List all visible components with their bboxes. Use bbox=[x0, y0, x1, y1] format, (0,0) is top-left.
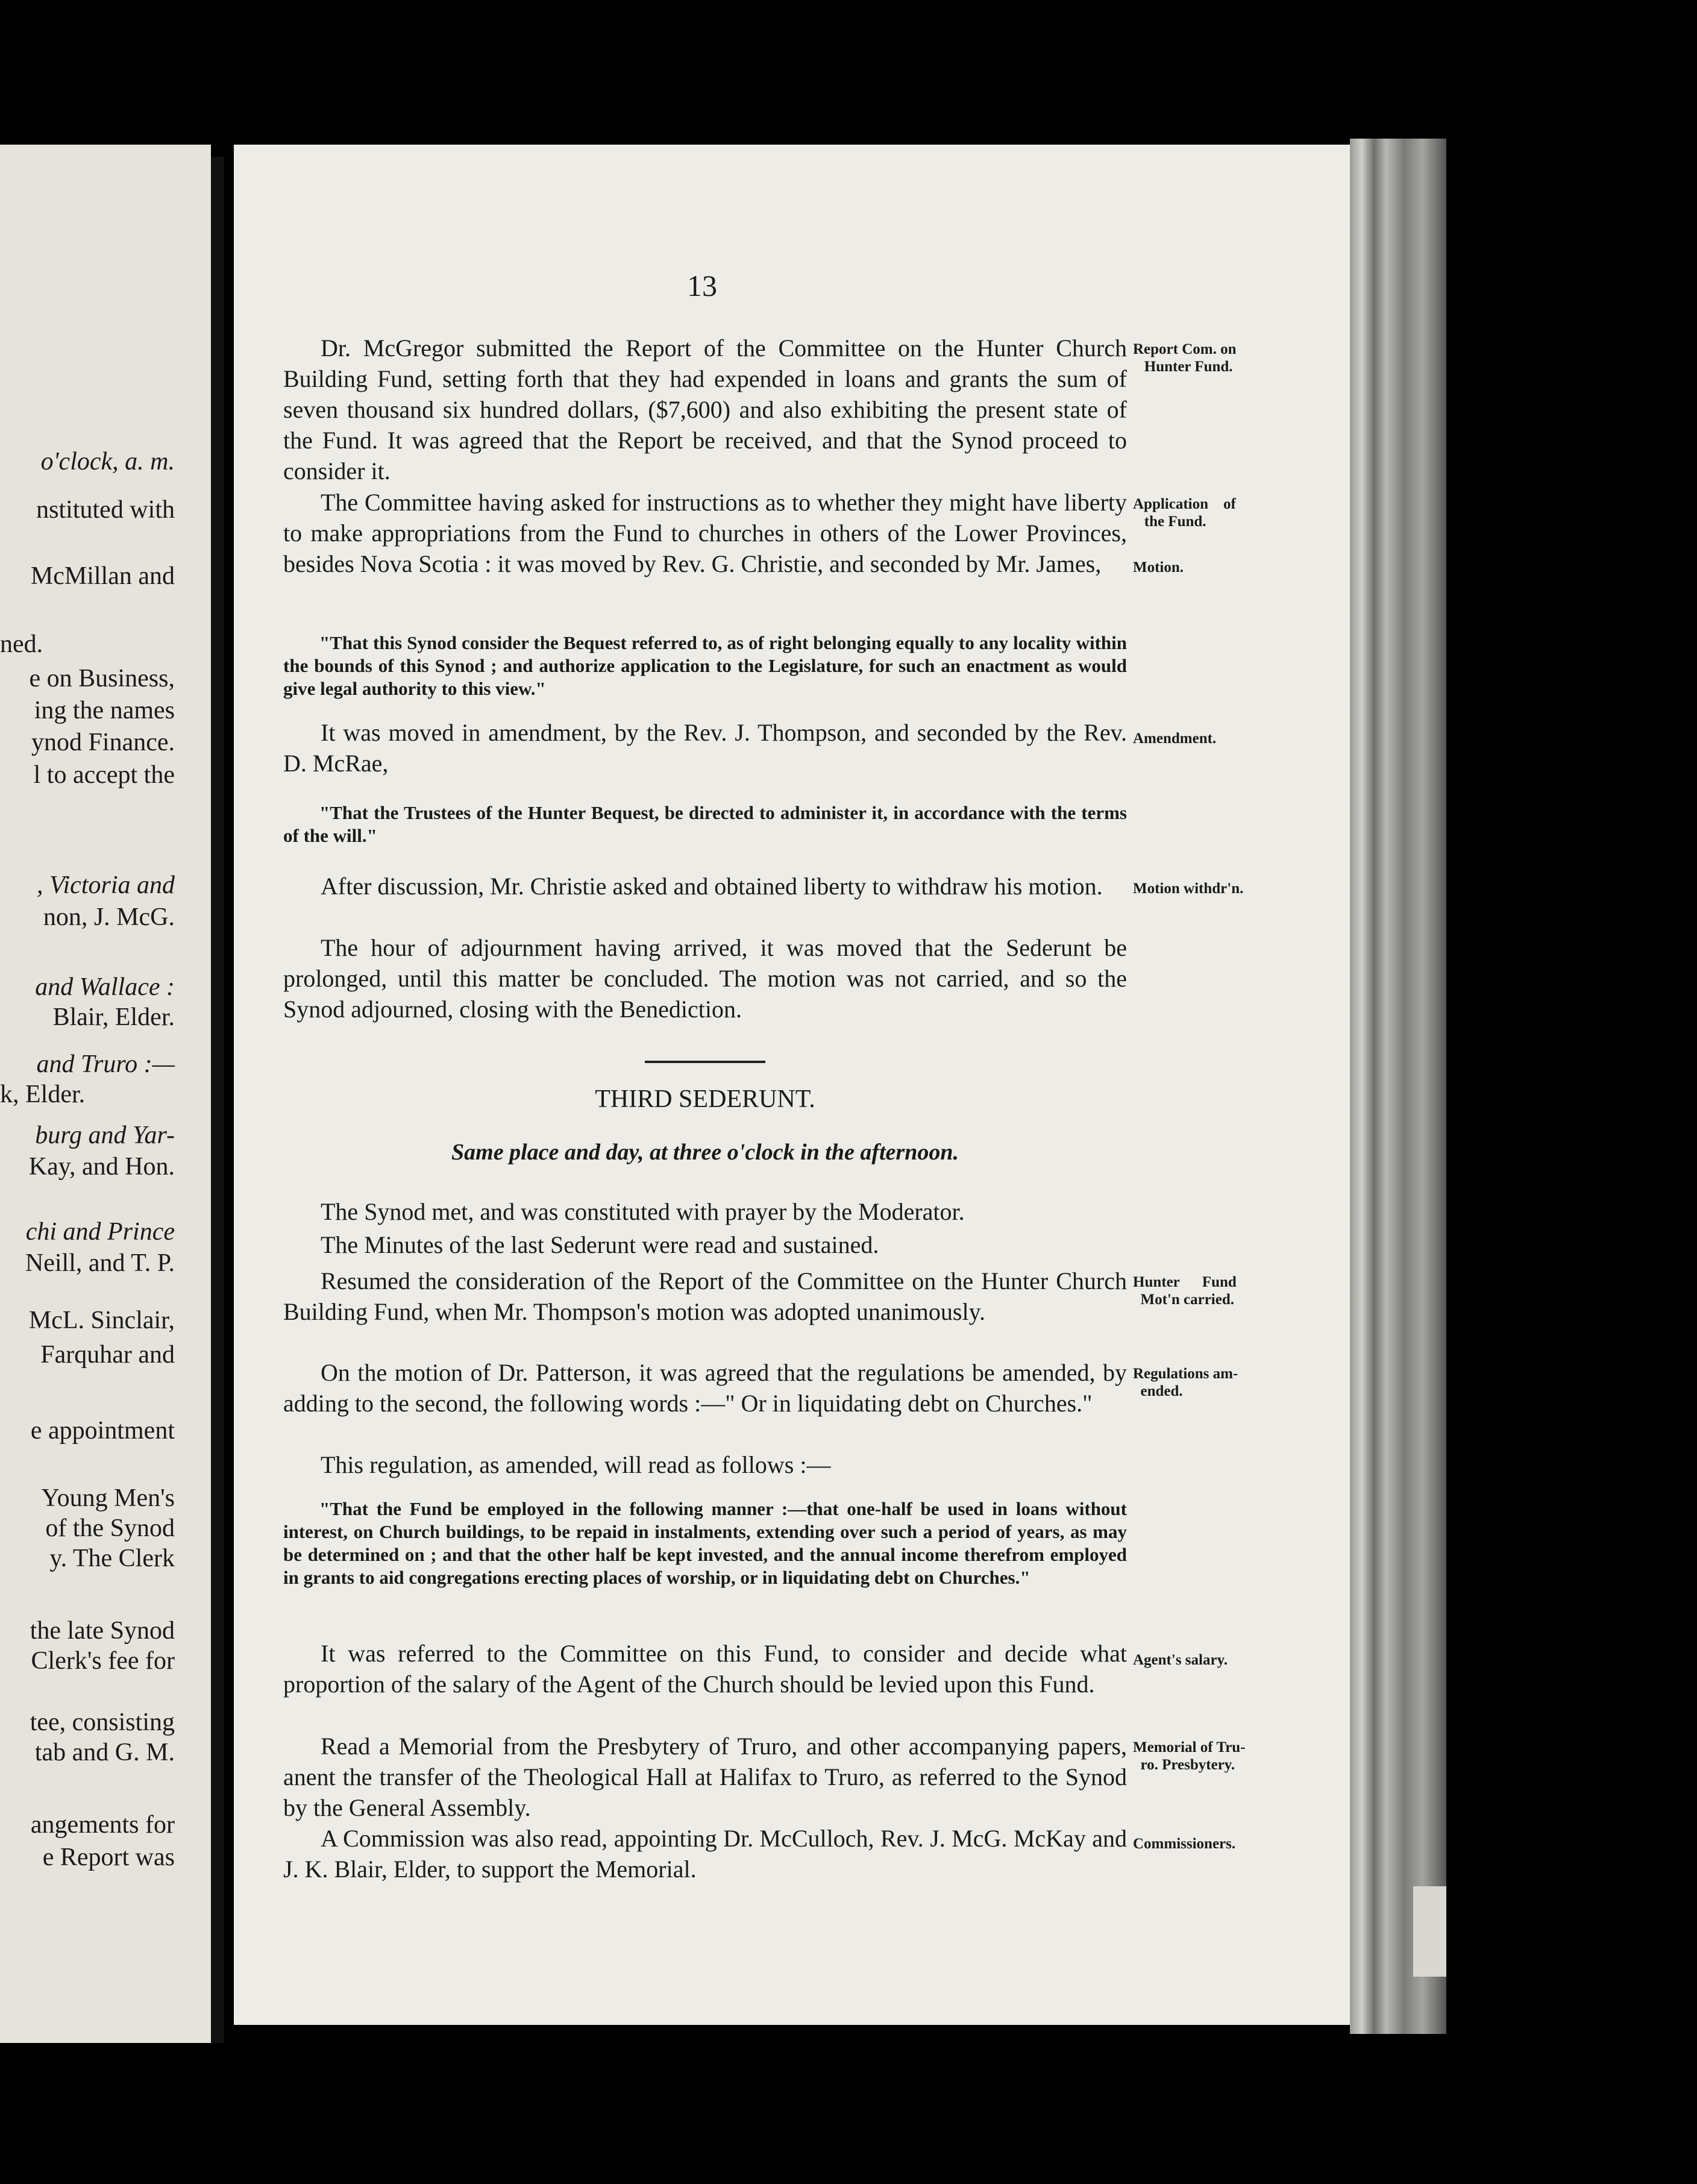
left-page-line: k, Elder. bbox=[0, 1081, 86, 1108]
left-page-line: Farquhar and bbox=[40, 1341, 175, 1369]
margin-note-line: Report Com. on bbox=[1133, 341, 1237, 357]
margin-note-line: the Fund. bbox=[1133, 513, 1206, 530]
paragraph-p4: After discussion, Mr. Christie asked and obtained liberty to withdraw his motion. bbox=[321, 873, 1103, 900]
left-page-line: l to accept the bbox=[33, 761, 175, 789]
left-page-line: of the Synod bbox=[45, 1514, 175, 1542]
margin-note-m8 bbox=[1133, 1651, 1284, 1669]
paragraph-p8: Resumed the consideration of the Report of the Committee on the Hunter Church Building Fund, when Mr. Thompson's motion was adopted unanimously. bbox=[283, 1267, 1127, 1325]
paragraph-p1: Dr. McGregor submitted the Report of the Committee on the Hunter Church Building Fund, setting forth that they had expended in loans and grants the sum of seven thousand six hundred dollars, ($7,600) and also exhibiting the present state of the Fund. It was agreed that the Report be received, and that the Synod proceed to consider it. bbox=[283, 334, 1127, 485]
left-page bbox=[0, 145, 211, 2043]
margin-note-m6 bbox=[1133, 1273, 1284, 1308]
left-page-line: Blair, Elder. bbox=[52, 1003, 175, 1031]
margin-note-line: Commissioners. bbox=[1133, 1836, 1236, 1852]
paragraph-p13: A Commission was also read, appointing Dr. McCulloch, Rev. J. McG. McKay and J. K. Blair, Elder, to support the Memorial. bbox=[283, 1825, 1127, 1883]
left-page-line: e on Business, bbox=[29, 665, 175, 692]
margin-note-line: Motion withdr'n. bbox=[1133, 880, 1244, 897]
left-page-line: o'clock, a. m. bbox=[40, 448, 175, 475]
margin-note-line: Memorial of Tru- bbox=[1133, 1739, 1246, 1756]
margin-note-m2 bbox=[1133, 495, 1284, 530]
paragraph-p2: The Committee having asked for instructions as to whether they might have liberty to make appropriations from the Fund to churches in others of the Lower Provinces, besides Nova Scotia : it was moved by Rev. G. Christie, and seconded by Mr. James, bbox=[283, 489, 1127, 577]
paragraph-p3: It was moved in amendment, by the Rev. J. Thompson, and seconded by the Rev. D. McRae, bbox=[283, 719, 1127, 777]
margin-note-line: Motion. bbox=[1133, 559, 1184, 576]
left-page-line: ing the names bbox=[34, 697, 175, 724]
left-page-line: nstituted with bbox=[36, 496, 175, 524]
paragraph-p12: Read a Memorial from the Presbytery of Truro, and other accompanying papers, anent the transfer of the Theological Hall at Halifax to Truro, as referred to the Synod by the General Assembly. bbox=[283, 1733, 1127, 1821]
margin-note-m4 bbox=[1133, 730, 1284, 747]
left-page-line: the late Synod bbox=[30, 1617, 175, 1645]
margin-note-m5 bbox=[1133, 880, 1284, 897]
book-gutter bbox=[211, 157, 224, 2043]
quoted-motion-q2: "That the Trustees of the Hunter Bequest, be directed to administer it, in accordance with the terms of the will." bbox=[283, 802, 1127, 846]
quoted-motion-q3: "That the Fund be employed in the following manner :—that one-half be used in loans without interest, on Church buildings, to be repaid in instalments, extending over such a period of years, as may be determined on ; and that the other half be kept invested, and the annual income therefrom employed in grants to aid congregations erecting places of worship, or in liquidating debt on Churches." bbox=[283, 1498, 1127, 1588]
section-divider bbox=[645, 1061, 765, 1063]
margin-note-m7 bbox=[1133, 1365, 1284, 1400]
left-page-line: e Report was bbox=[42, 1844, 175, 1871]
left-page-line: Young Men's bbox=[41, 1484, 175, 1512]
left-page-line: ned. bbox=[0, 630, 43, 658]
left-page-line: and Wallace : bbox=[35, 973, 175, 1001]
page-edge-tab bbox=[1413, 1886, 1446, 1977]
margin-note-m9 bbox=[1133, 1739, 1284, 1774]
left-page-line: tab and G. M. bbox=[34, 1739, 175, 1766]
left-page-line: non, J. McG. bbox=[43, 903, 175, 931]
left-page-line: and Truro :— bbox=[36, 1050, 175, 1078]
margin-note-line: Regulations am- bbox=[1133, 1366, 1238, 1382]
left-page-line: ynod Finance. bbox=[31, 729, 175, 756]
margin-note-line: ended. bbox=[1133, 1383, 1183, 1399]
paragraph-p11: It was referred to the Committee on this Fund, to consider and decide what proportion of the salary of the Agent of the Church should be levied upon this Fund. bbox=[283, 1640, 1127, 1698]
margin-note-m10 bbox=[1133, 1835, 1284, 1853]
margin-note-line: Agent's salary. bbox=[1133, 1652, 1228, 1668]
margin-note-line: Hunter Fund bbox=[1133, 1274, 1237, 1290]
paragraph-p9: On the motion of Dr. Patterson, it was agreed that the regulations be amended, by adding to the second, the following words :—" Or in liquidating debt on Churches." bbox=[283, 1359, 1127, 1417]
left-page-line: e appointment bbox=[30, 1417, 175, 1445]
left-page-line: McMillan and bbox=[30, 562, 175, 590]
left-page-line: chi and Prince bbox=[25, 1218, 175, 1246]
paragraph-p7: The Minutes of the last Sederunt were read and sustained. bbox=[321, 1231, 879, 1258]
left-page-line: tee, consisting bbox=[30, 1709, 175, 1736]
paragraph-p6: The Synod met, and was constituted with prayer by the Moderator. bbox=[321, 1198, 965, 1225]
paragraph-p10: This regulation, as amended, will read as follows :— bbox=[321, 1451, 831, 1478]
margin-note-m3 bbox=[1133, 559, 1284, 576]
left-page-line: burg and Yar- bbox=[35, 1122, 175, 1149]
margin-note-line: Mot'n carried. bbox=[1133, 1291, 1235, 1308]
quoted-motion-q1: "That this Synod consider the Bequest referred to, as of right belonging equally to any locality within the bounds of this Synod ; and authorize application to the Legislature, for such an enactment as would give legal authority to this view." bbox=[283, 632, 1127, 699]
page-edges bbox=[1350, 139, 1446, 2034]
left-page-line: angements for bbox=[30, 1811, 175, 1839]
left-page-line: McL. Sinclair, bbox=[28, 1307, 175, 1334]
left-page-line: , Victoria and bbox=[36, 871, 175, 899]
left-page-line: Neill, and T. P. bbox=[25, 1249, 175, 1277]
margin-note-line: Application of bbox=[1133, 496, 1236, 512]
margin-note-line: Amendment. bbox=[1133, 730, 1217, 747]
section-heading: THIRD SEDERUNT. bbox=[595, 1085, 815, 1113]
margin-note-line: Hunter Fund. bbox=[1133, 359, 1233, 375]
left-page-line: Kay, and Hon. bbox=[28, 1153, 175, 1181]
paragraph-p5: The hour of adjournment having arrived, it was moved that the Sederunt be prolonged, until this matter be concluded. The motion was not carried, and so the Synod adjourned, closing with the Benediction. bbox=[283, 934, 1127, 1023]
page-number: 13 bbox=[687, 269, 717, 303]
margin-note-line: ro. Presbytery. bbox=[1133, 1757, 1235, 1773]
margin-note-m1 bbox=[1133, 340, 1284, 375]
left-page-line: y. The Clerk bbox=[49, 1545, 175, 1572]
section-subheading: Same place and day, at three o'clock in the afternoon. bbox=[451, 1140, 959, 1165]
left-page-line: Clerk's fee for bbox=[31, 1647, 175, 1675]
